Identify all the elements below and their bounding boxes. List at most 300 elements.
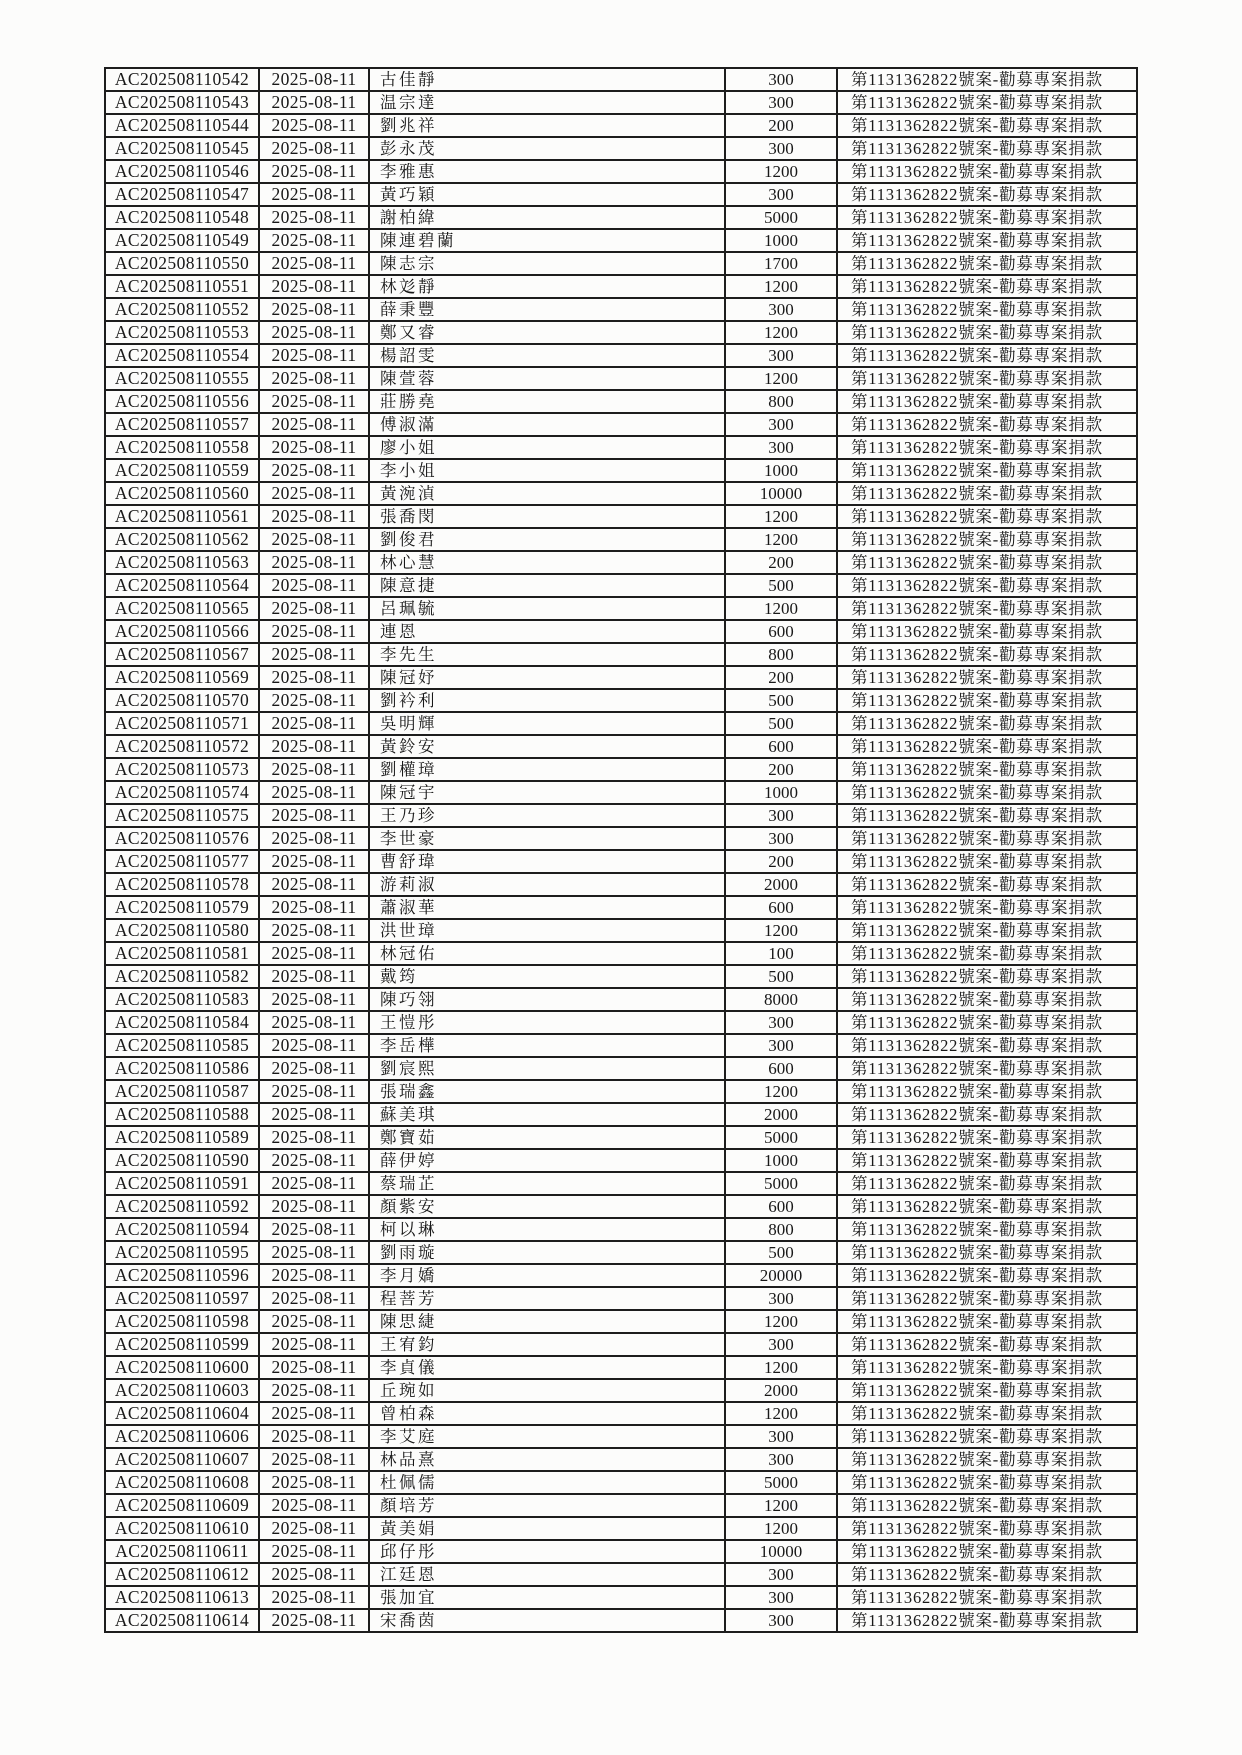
cell-case-note: 第1131362822號案-勸募專案捐款: [837, 275, 1137, 298]
cell-receipt-id: AC202508110578: [105, 873, 259, 896]
cell-receipt-id: AC202508110594: [105, 1218, 259, 1241]
cell-donor-name: 王乃珍: [369, 804, 725, 827]
cell-amount: 5000: [725, 1471, 837, 1494]
cell-case-note: 第1131362822號案-勸募專案捐款: [837, 1517, 1137, 1540]
cell-date: 2025-08-11: [259, 1103, 369, 1126]
table-row: [105, 827, 1137, 850]
table-row: [105, 1264, 1137, 1287]
cell-case-note: 第1131362822號案-勸募專案捐款: [837, 1241, 1137, 1264]
table-row: [105, 965, 1137, 988]
cell-receipt-id: AC202508110604: [105, 1402, 259, 1425]
cell-amount: 1200: [725, 919, 837, 942]
cell-donor-name: 陳思緁: [369, 1310, 725, 1333]
cell-donor-name: 温宗達: [369, 91, 725, 114]
cell-receipt-id: AC202508110590: [105, 1149, 259, 1172]
cell-amount: 1200: [725, 367, 837, 390]
cell-donor-name: 劉兆祥: [369, 114, 725, 137]
table-row: [105, 1172, 1137, 1195]
table-row: [105, 1218, 1137, 1241]
cell-receipt-id: AC202508110548: [105, 206, 259, 229]
table-row: [105, 1011, 1137, 1034]
cell-case-note: 第1131362822號案-勸募專案捐款: [837, 1379, 1137, 1402]
cell-amount: 300: [725, 1586, 837, 1609]
cell-receipt-id: AC202508110586: [105, 1057, 259, 1080]
table-row: [105, 1103, 1137, 1126]
table-row: [105, 528, 1137, 551]
table-row: [105, 896, 1137, 919]
cell-date: 2025-08-11: [259, 1448, 369, 1471]
cell-date: 2025-08-11: [259, 804, 369, 827]
cell-receipt-id: AC202508110580: [105, 919, 259, 942]
cell-case-note: 第1131362822號案-勸募專案捐款: [837, 436, 1137, 459]
table-row: [105, 712, 1137, 735]
cell-amount: 300: [725, 1034, 837, 1057]
table-row: [105, 1563, 1137, 1586]
cell-receipt-id: AC202508110609: [105, 1494, 259, 1517]
cell-donor-name: 王愷彤: [369, 1011, 725, 1034]
table-row: [105, 390, 1137, 413]
cell-amount: 20000: [725, 1264, 837, 1287]
cell-donor-name: 柯以琳: [369, 1218, 725, 1241]
cell-date: 2025-08-11: [259, 114, 369, 137]
cell-amount: 1200: [725, 597, 837, 620]
cell-receipt-id: AC202508110575: [105, 804, 259, 827]
cell-receipt-id: AC202508110552: [105, 298, 259, 321]
cell-date: 2025-08-11: [259, 597, 369, 620]
table-row: [105, 1241, 1137, 1264]
table-row: [105, 505, 1137, 528]
cell-case-note: 第1131362822號案-勸募專案捐款: [837, 160, 1137, 183]
cell-case-note: 第1131362822號案-勸募專案捐款: [837, 666, 1137, 689]
table-row: [105, 160, 1137, 183]
cell-donor-name: 陳冠宇: [369, 781, 725, 804]
cell-date: 2025-08-11: [259, 1379, 369, 1402]
cell-donor-name: 劉衿利: [369, 689, 725, 712]
cell-date: 2025-08-11: [259, 620, 369, 643]
cell-donor-name: 顏紫安: [369, 1195, 725, 1218]
table-row: [105, 482, 1137, 505]
cell-case-note: 第1131362822號案-勸募專案捐款: [837, 482, 1137, 505]
cell-date: 2025-08-11: [259, 988, 369, 1011]
cell-donor-name: 李艾庭: [369, 1425, 725, 1448]
cell-receipt-id: AC202508110567: [105, 643, 259, 666]
cell-donor-name: 顏培芳: [369, 1494, 725, 1517]
cell-amount: 300: [725, 1287, 837, 1310]
cell-date: 2025-08-11: [259, 758, 369, 781]
cell-date: 2025-08-11: [259, 1057, 369, 1080]
table-row: [105, 1287, 1137, 1310]
cell-donor-name: 陳連碧蘭: [369, 229, 725, 252]
cell-date: 2025-08-11: [259, 1494, 369, 1517]
cell-receipt-id: AC202508110560: [105, 482, 259, 505]
table-row: [105, 1057, 1137, 1080]
cell-case-note: 第1131362822號案-勸募專案捐款: [837, 896, 1137, 919]
cell-date: 2025-08-11: [259, 390, 369, 413]
cell-case-note: 第1131362822號案-勸募專案捐款: [837, 1563, 1137, 1586]
cell-date: 2025-08-11: [259, 919, 369, 942]
cell-amount: 200: [725, 114, 837, 137]
cell-donor-name: 黃巧穎: [369, 183, 725, 206]
cell-donor-name: 游莉淑: [369, 873, 725, 896]
cell-case-note: 第1131362822號案-勸募專案捐款: [837, 712, 1137, 735]
cell-receipt-id: AC202508110573: [105, 758, 259, 781]
cell-receipt-id: AC202508110569: [105, 666, 259, 689]
cell-receipt-id: AC202508110581: [105, 942, 259, 965]
cell-date: 2025-08-11: [259, 1609, 369, 1632]
cell-amount: 8000: [725, 988, 837, 1011]
table-row: [105, 1517, 1137, 1540]
cell-receipt-id: AC202508110556: [105, 390, 259, 413]
cell-donor-name: 劉宸熙: [369, 1057, 725, 1080]
cell-donor-name: 王宥鈞: [369, 1333, 725, 1356]
cell-receipt-id: AC202508110542: [105, 68, 259, 91]
cell-donor-name: 廖小姐: [369, 436, 725, 459]
cell-receipt-id: AC202508110549: [105, 229, 259, 252]
cell-amount: 2000: [725, 873, 837, 896]
table-row: [105, 873, 1137, 896]
cell-receipt-id: AC202508110600: [105, 1356, 259, 1379]
cell-date: 2025-08-11: [259, 367, 369, 390]
cell-date: 2025-08-11: [259, 482, 369, 505]
cell-amount: 300: [725, 827, 837, 850]
cell-amount: 1200: [725, 505, 837, 528]
cell-date: 2025-08-11: [259, 735, 369, 758]
cell-receipt-id: AC202508110591: [105, 1172, 259, 1195]
cell-amount: 300: [725, 1448, 837, 1471]
cell-amount: 10000: [725, 1540, 837, 1563]
cell-donor-name: 連恩: [369, 620, 725, 643]
cell-amount: 10000: [725, 482, 837, 505]
cell-case-note: 第1131362822號案-勸募專案捐款: [837, 1218, 1137, 1241]
cell-date: 2025-08-11: [259, 1540, 369, 1563]
cell-date: 2025-08-11: [259, 275, 369, 298]
table-row: [105, 574, 1137, 597]
cell-case-note: 第1131362822號案-勸募專案捐款: [837, 459, 1137, 482]
cell-receipt-id: AC202508110599: [105, 1333, 259, 1356]
cell-date: 2025-08-11: [259, 1195, 369, 1218]
table-row: [105, 298, 1137, 321]
cell-donor-name: 程菩芳: [369, 1287, 725, 1310]
cell-donor-name: 李雅惠: [369, 160, 725, 183]
cell-case-note: 第1131362822號案-勸募專案捐款: [837, 781, 1137, 804]
cell-receipt-id: AC202508110607: [105, 1448, 259, 1471]
table-row: [105, 229, 1137, 252]
table-row: [105, 850, 1137, 873]
cell-case-note: 第1131362822號案-勸募專案捐款: [837, 1126, 1137, 1149]
cell-case-note: 第1131362822號案-勸募專案捐款: [837, 1356, 1137, 1379]
cell-donor-name: 林心慧: [369, 551, 725, 574]
cell-receipt-id: AC202508110561: [105, 505, 259, 528]
cell-receipt-id: AC202508110554: [105, 344, 259, 367]
cell-donor-name: 張加宜: [369, 1586, 725, 1609]
cell-amount: 500: [725, 689, 837, 712]
table-row: [105, 1448, 1137, 1471]
cell-amount: 1000: [725, 1149, 837, 1172]
cell-date: 2025-08-11: [259, 137, 369, 160]
cell-amount: 300: [725, 413, 837, 436]
cell-donor-name: 蕭淑華: [369, 896, 725, 919]
table-row: [105, 137, 1137, 160]
table-row: [105, 1356, 1137, 1379]
cell-donor-name: 杜佩儒: [369, 1471, 725, 1494]
cell-case-note: 第1131362822號案-勸募專案捐款: [837, 942, 1137, 965]
cell-case-note: 第1131362822號案-勸募專案捐款: [837, 919, 1137, 942]
table-row: [105, 1540, 1137, 1563]
table-row: [105, 114, 1137, 137]
cell-date: 2025-08-11: [259, 436, 369, 459]
cell-receipt-id: AC202508110596: [105, 1264, 259, 1287]
cell-date: 2025-08-11: [259, 1241, 369, 1264]
cell-case-note: 第1131362822號案-勸募專案捐款: [837, 1310, 1137, 1333]
table-row: [105, 988, 1137, 1011]
cell-case-note: 第1131362822號案-勸募專案捐款: [837, 252, 1137, 275]
cell-receipt-id: AC202508110557: [105, 413, 259, 436]
cell-case-note: 第1131362822號案-勸募專案捐款: [837, 1333, 1137, 1356]
table-row: [105, 1402, 1137, 1425]
cell-date: 2025-08-11: [259, 298, 369, 321]
cell-date: 2025-08-11: [259, 712, 369, 735]
cell-case-note: 第1131362822號案-勸募專案捐款: [837, 1057, 1137, 1080]
cell-receipt-id: AC202508110551: [105, 275, 259, 298]
cell-case-note: 第1131362822號案-勸募專案捐款: [837, 850, 1137, 873]
cell-donor-name: 吳明輝: [369, 712, 725, 735]
table-row: [105, 551, 1137, 574]
table-row: [105, 1080, 1137, 1103]
cell-amount: 1200: [725, 1080, 837, 1103]
cell-receipt-id: AC202508110579: [105, 896, 259, 919]
cell-donor-name: 李月嬌: [369, 1264, 725, 1287]
cell-amount: 1200: [725, 1402, 837, 1425]
cell-case-note: 第1131362822號案-勸募專案捐款: [837, 1287, 1137, 1310]
cell-receipt-id: AC202508110582: [105, 965, 259, 988]
cell-case-note: 第1131362822號案-勸募專案捐款: [837, 643, 1137, 666]
cell-date: 2025-08-11: [259, 1264, 369, 1287]
cell-case-note: 第1131362822號案-勸募專案捐款: [837, 1195, 1137, 1218]
cell-date: 2025-08-11: [259, 1172, 369, 1195]
cell-case-note: 第1131362822號案-勸募專案捐款: [837, 827, 1137, 850]
cell-receipt-id: AC202508110563: [105, 551, 259, 574]
cell-donor-name: 李貞儀: [369, 1356, 725, 1379]
table-row: [105, 321, 1137, 344]
cell-receipt-id: AC202508110553: [105, 321, 259, 344]
cell-date: 2025-08-11: [259, 413, 369, 436]
cell-receipt-id: AC202508110612: [105, 1563, 259, 1586]
cell-date: 2025-08-11: [259, 873, 369, 896]
cell-donor-name: 黃鈴安: [369, 735, 725, 758]
cell-receipt-id: AC202508110610: [105, 1517, 259, 1540]
cell-amount: 5000: [725, 1172, 837, 1195]
cell-receipt-id: AC202508110550: [105, 252, 259, 275]
cell-donor-name: 蘇美琪: [369, 1103, 725, 1126]
cell-case-note: 第1131362822號案-勸募專案捐款: [837, 758, 1137, 781]
cell-amount: 300: [725, 344, 837, 367]
cell-amount: 200: [725, 850, 837, 873]
cell-receipt-id: AC202508110544: [105, 114, 259, 137]
cell-donor-name: 林冠佑: [369, 942, 725, 965]
cell-amount: 500: [725, 574, 837, 597]
cell-case-note: 第1131362822號案-勸募專案捐款: [837, 137, 1137, 160]
cell-receipt-id: AC202508110570: [105, 689, 259, 712]
cell-donor-name: 曹舒瑋: [369, 850, 725, 873]
cell-donor-name: 曾柏森: [369, 1402, 725, 1425]
cell-case-note: 第1131362822號案-勸募專案捐款: [837, 597, 1137, 620]
cell-amount: 300: [725, 1333, 837, 1356]
cell-donor-name: 戴筠: [369, 965, 725, 988]
table-row: [105, 1586, 1137, 1609]
table-row: [105, 459, 1137, 482]
table-row: [105, 758, 1137, 781]
cell-case-note: 第1131362822號案-勸募專案捐款: [837, 965, 1137, 988]
cell-amount: 2000: [725, 1379, 837, 1402]
cell-donor-name: 李世豪: [369, 827, 725, 850]
cell-case-note: 第1131362822號案-勸募專案捐款: [837, 1011, 1137, 1034]
cell-date: 2025-08-11: [259, 1471, 369, 1494]
cell-date: 2025-08-11: [259, 781, 369, 804]
cell-date: 2025-08-11: [259, 1149, 369, 1172]
cell-date: 2025-08-11: [259, 505, 369, 528]
cell-receipt-id: AC202508110592: [105, 1195, 259, 1218]
cell-donor-name: 宋喬茵: [369, 1609, 725, 1632]
cell-donor-name: 陳意捷: [369, 574, 725, 597]
donation-records-table: [104, 67, 1138, 1633]
table-row: [105, 367, 1137, 390]
cell-date: 2025-08-11: [259, 850, 369, 873]
cell-date: 2025-08-11: [259, 160, 369, 183]
cell-amount: 1000: [725, 781, 837, 804]
cell-case-note: 第1131362822號案-勸募專案捐款: [837, 68, 1137, 91]
cell-case-note: 第1131362822號案-勸募專案捐款: [837, 390, 1137, 413]
cell-case-note: 第1131362822號案-勸募專案捐款: [837, 321, 1137, 344]
cell-receipt-id: AC202508110576: [105, 827, 259, 850]
cell-receipt-id: AC202508110545: [105, 137, 259, 160]
cell-amount: 200: [725, 551, 837, 574]
table-row: [105, 1034, 1137, 1057]
cell-receipt-id: AC202508110598: [105, 1310, 259, 1333]
cell-date: 2025-08-11: [259, 91, 369, 114]
table-row: [105, 1379, 1137, 1402]
cell-case-note: 第1131362822號案-勸募專案捐款: [837, 1080, 1137, 1103]
cell-date: 2025-08-11: [259, 1563, 369, 1586]
cell-date: 2025-08-11: [259, 1517, 369, 1540]
cell-donor-name: 陳冠妤: [369, 666, 725, 689]
cell-amount: 300: [725, 1011, 837, 1034]
cell-amount: 1200: [725, 275, 837, 298]
cell-case-note: 第1131362822號案-勸募專案捐款: [837, 1149, 1137, 1172]
cell-amount: 800: [725, 1218, 837, 1241]
cell-receipt-id: AC202508110595: [105, 1241, 259, 1264]
cell-amount: 300: [725, 183, 837, 206]
cell-donor-name: 薛秉豐: [369, 298, 725, 321]
cell-date: 2025-08-11: [259, 1425, 369, 1448]
table-row: [105, 1425, 1137, 1448]
cell-date: 2025-08-11: [259, 1310, 369, 1333]
cell-date: 2025-08-11: [259, 68, 369, 91]
cell-donor-name: 蔡瑞芷: [369, 1172, 725, 1195]
cell-case-note: 第1131362822號案-勸募專案捐款: [837, 413, 1137, 436]
cell-donor-name: 劉俊君: [369, 528, 725, 551]
cell-date: 2025-08-11: [259, 965, 369, 988]
table-row: [105, 436, 1137, 459]
cell-date: 2025-08-11: [259, 666, 369, 689]
table-row: [105, 183, 1137, 206]
cell-amount: 300: [725, 1563, 837, 1586]
cell-donor-name: 黃涴湞: [369, 482, 725, 505]
cell-receipt-id: AC202508110584: [105, 1011, 259, 1034]
cell-date: 2025-08-11: [259, 1034, 369, 1057]
cell-case-note: 第1131362822號案-勸募專案捐款: [837, 114, 1137, 137]
table-row: [105, 620, 1137, 643]
cell-receipt-id: AC202508110611: [105, 1540, 259, 1563]
cell-date: 2025-08-11: [259, 643, 369, 666]
cell-date: 2025-08-11: [259, 1356, 369, 1379]
cell-case-note: 第1131362822號案-勸募專案捐款: [837, 620, 1137, 643]
table-row: [105, 735, 1137, 758]
table-row: [105, 275, 1137, 298]
cell-receipt-id: AC202508110547: [105, 183, 259, 206]
cell-amount: 100: [725, 942, 837, 965]
cell-donor-name: 薛伊婷: [369, 1149, 725, 1172]
cell-date: 2025-08-11: [259, 942, 369, 965]
cell-receipt-id: AC202508110559: [105, 459, 259, 482]
cell-case-note: 第1131362822號案-勸募專案捐款: [837, 1471, 1137, 1494]
cell-date: 2025-08-11: [259, 574, 369, 597]
cell-donor-name: 張喬閔: [369, 505, 725, 528]
cell-receipt-id: AC202508110585: [105, 1034, 259, 1057]
cell-amount: 1700: [725, 252, 837, 275]
table-row: [105, 344, 1137, 367]
cell-case-note: 第1131362822號案-勸募專案捐款: [837, 183, 1137, 206]
cell-date: 2025-08-11: [259, 827, 369, 850]
cell-amount: 300: [725, 436, 837, 459]
cell-donor-name: 李岳樺: [369, 1034, 725, 1057]
cell-amount: 800: [725, 643, 837, 666]
table-row: [105, 1310, 1137, 1333]
table-row: [105, 643, 1137, 666]
cell-case-note: 第1131362822號案-勸募專案捐款: [837, 988, 1137, 1011]
cell-receipt-id: AC202508110583: [105, 988, 259, 1011]
cell-amount: 1000: [725, 459, 837, 482]
cell-amount: 300: [725, 68, 837, 91]
cell-amount: 500: [725, 965, 837, 988]
cell-donor-name: 丘琬如: [369, 1379, 725, 1402]
cell-date: 2025-08-11: [259, 896, 369, 919]
cell-date: 2025-08-11: [259, 344, 369, 367]
cell-date: 2025-08-11: [259, 528, 369, 551]
cell-donor-name: 謝柏緯: [369, 206, 725, 229]
cell-donor-name: 張瑞鑫: [369, 1080, 725, 1103]
cell-donor-name: 古佳靜: [369, 68, 725, 91]
cell-case-note: 第1131362822號案-勸募專案捐款: [837, 551, 1137, 574]
cell-donor-name: 洪世璋: [369, 919, 725, 942]
cell-case-note: 第1131362822號案-勸募專案捐款: [837, 1402, 1137, 1425]
cell-receipt-id: AC202508110588: [105, 1103, 259, 1126]
cell-amount: 300: [725, 91, 837, 114]
cell-amount: 1200: [725, 160, 837, 183]
cell-receipt-id: AC202508110574: [105, 781, 259, 804]
cell-date: 2025-08-11: [259, 1080, 369, 1103]
cell-date: 2025-08-11: [259, 1586, 369, 1609]
cell-receipt-id: AC202508110589: [105, 1126, 259, 1149]
cell-donor-name: 莊勝堯: [369, 390, 725, 413]
cell-amount: 600: [725, 620, 837, 643]
cell-case-note: 第1131362822號案-勸募專案捐款: [837, 574, 1137, 597]
cell-donor-name: 李小姐: [369, 459, 725, 482]
cell-amount: 300: [725, 137, 837, 160]
cell-amount: 200: [725, 666, 837, 689]
cell-date: 2025-08-11: [259, 1218, 369, 1241]
cell-amount: 5000: [725, 206, 837, 229]
cell-amount: 300: [725, 1425, 837, 1448]
